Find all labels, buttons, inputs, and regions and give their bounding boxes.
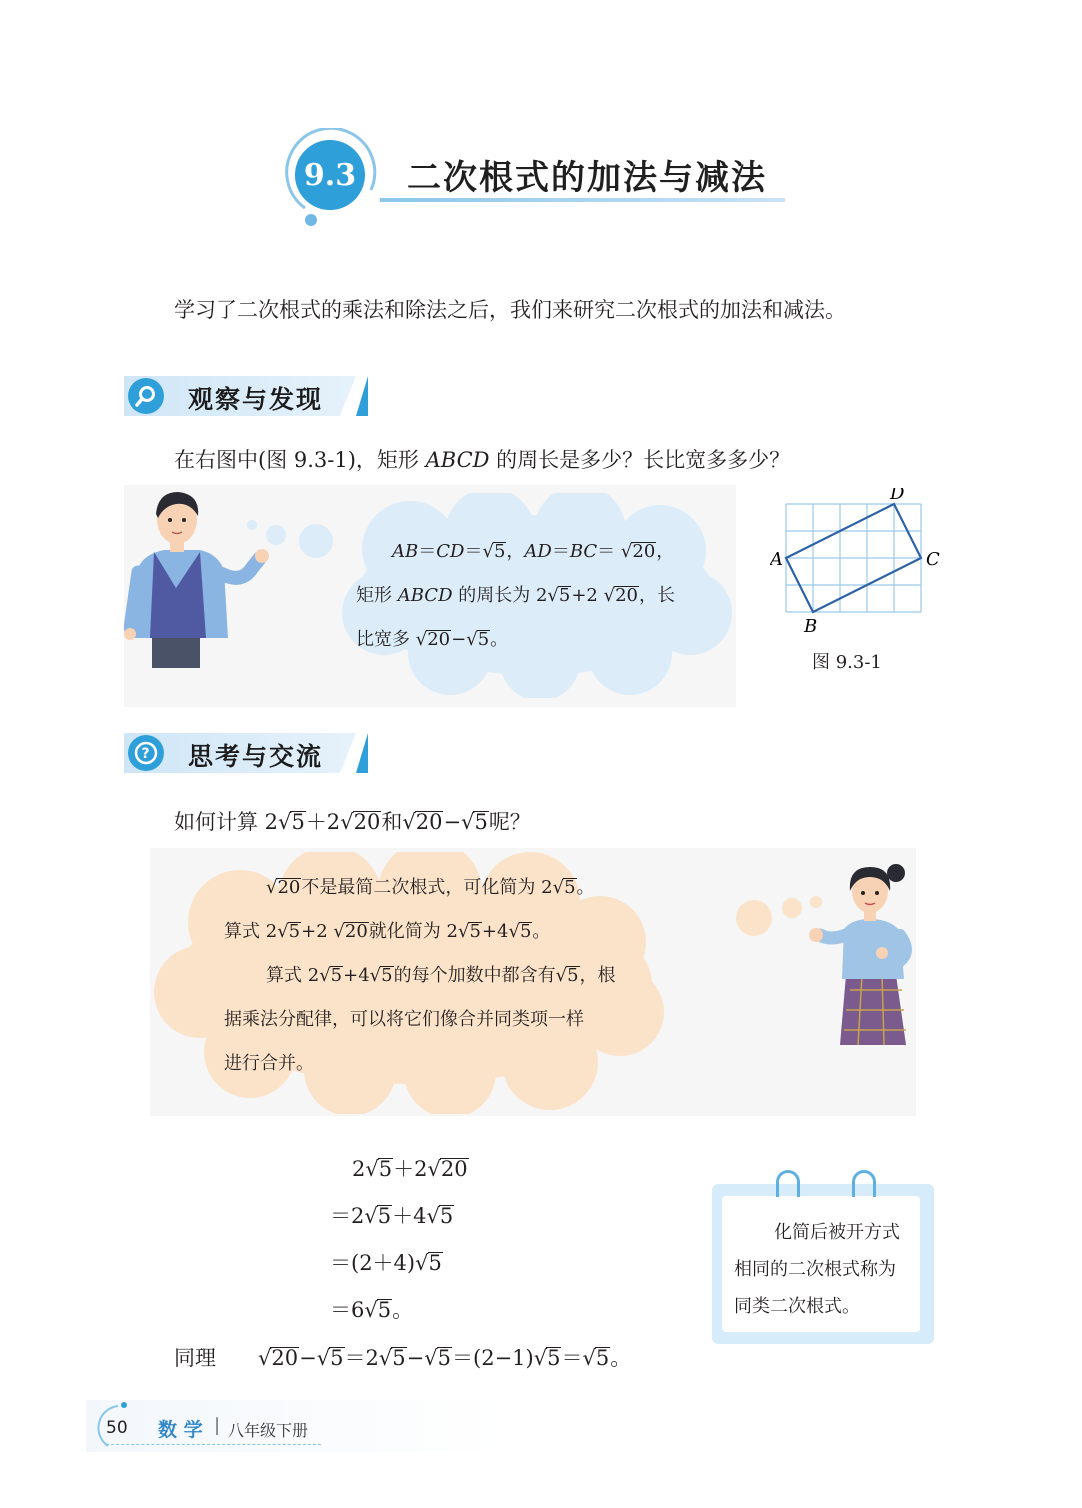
- radicand: 5: [469, 921, 481, 942]
- derivation-line: ＝(2＋4)√5: [330, 1251, 442, 1275]
- radicand: 20: [353, 810, 381, 834]
- radicand: 5: [564, 877, 576, 898]
- bubble-text-boy: [356, 530, 716, 662]
- equals: ＝: [418, 541, 437, 562]
- text: 算式 2: [266, 965, 320, 986]
- text: 。: [392, 1298, 414, 1322]
- bubble-line: AB＝CD＝√5，AD＝BC＝ √20，: [392, 541, 675, 562]
- radicand: 5: [474, 810, 488, 834]
- derivation-line: ＝6√5。: [330, 1298, 414, 1322]
- section-header-accent: [356, 376, 368, 416]
- text: +2: [301, 921, 334, 942]
- rect-name: ABCD: [397, 585, 453, 606]
- text: ＋4: [392, 1204, 427, 1228]
- text: ＝(2−1): [452, 1346, 534, 1370]
- text: ＝: [561, 1346, 583, 1370]
- question-observe: [174, 444, 790, 474]
- radicand: 5: [378, 1157, 393, 1181]
- bubble-line: 算式 2√5+4√5的每个加数中都含有√5，根: [266, 965, 616, 986]
- radicand: 5: [595, 1346, 610, 1370]
- segment-ad: AD: [524, 541, 552, 562]
- radicand: 20: [615, 585, 638, 606]
- text: +2: [571, 585, 604, 606]
- text: ＋2: [393, 1157, 428, 1181]
- note-card: [712, 1170, 940, 1346]
- page-number: 50: [106, 1418, 128, 1438]
- text: 的周长为 2: [452, 585, 548, 606]
- radicand: 5: [439, 1204, 454, 1228]
- question-bubble-icon: [128, 735, 164, 771]
- figure-9-3-1: [770, 488, 942, 678]
- rect-name: ABCD: [425, 448, 490, 472]
- question-think: 如何计算 2√5＋2√20和√20−√5呢？: [174, 810, 531, 834]
- text: 和: [381, 810, 403, 834]
- footer-dashed-line: [106, 1444, 321, 1445]
- radicand: 20: [344, 921, 368, 942]
- text: ，根: [579, 965, 616, 986]
- radicand: 5: [381, 965, 393, 986]
- text: 2: [352, 1157, 366, 1181]
- note-line: 同类二次根式。: [734, 1296, 860, 1317]
- comma: ，: [506, 541, 525, 562]
- title-dot-decoration: [305, 214, 317, 226]
- section-header-think: [124, 733, 364, 777]
- figure-caption: 图 9.3-1: [812, 652, 882, 673]
- text: 。: [610, 1346, 632, 1370]
- radicand: 5: [377, 1204, 392, 1228]
- question-text: 的周长是多少？长比宽多多少？: [489, 448, 791, 472]
- bubble-line: 矩形 ABCD 的周长为 2√5+2 √20，长: [356, 585, 675, 606]
- text: 的每个加数中都含有: [393, 965, 556, 986]
- text: 。: [490, 629, 509, 650]
- bubble-text-girl: [224, 866, 664, 1086]
- page-title: 二次根式的加法与减法: [407, 158, 767, 198]
- text: ＝2: [344, 1346, 379, 1370]
- vertex-c: C: [926, 549, 940, 570]
- section-title: [285, 128, 785, 228]
- radicand: 5: [437, 1346, 452, 1370]
- note-line: 化简后被开方式: [774, 1222, 900, 1243]
- radicand: 5: [377, 1298, 392, 1322]
- minus: −: [443, 810, 462, 834]
- text: ＝6: [330, 1298, 365, 1322]
- text: ＝2: [330, 1204, 365, 1228]
- comma: ，: [656, 541, 675, 562]
- footer-subject: 数 学: [158, 1419, 203, 1441]
- intro-paragraph: 学习了二次根式的乘法和除法之后，我们来研究二次根式的加法和减法。: [174, 298, 846, 322]
- segment-ab: AB: [392, 541, 419, 562]
- segment-cd: CD: [436, 541, 465, 562]
- radicand: 20: [632, 541, 656, 562]
- radicand: 5: [567, 965, 579, 986]
- section-header-observe: [124, 376, 364, 420]
- text: +4: [343, 965, 370, 986]
- radicand: 5: [428, 1251, 442, 1275]
- radicand: 5: [558, 585, 571, 606]
- radicand: 20: [415, 810, 443, 834]
- text: 不是最简二次根式，可化简为 2: [301, 877, 553, 898]
- text: 如何计算 2: [174, 810, 279, 834]
- section-header-accent: [356, 733, 368, 773]
- footer-separator: |: [214, 1415, 221, 1436]
- radicand: 5: [519, 921, 532, 942]
- page-footer: [86, 1400, 506, 1452]
- note-line: 相同的二次根式称为: [734, 1259, 896, 1280]
- minus: −: [299, 1346, 317, 1370]
- bubble-line: 进行合并。: [224, 1053, 314, 1074]
- ring-binder-icon: [852, 1170, 876, 1197]
- derivation-line: 2√5＋2√20: [352, 1157, 468, 1181]
- radicand: 5: [547, 1346, 561, 1370]
- grid-figure: [770, 488, 942, 638]
- minus: −: [406, 1346, 425, 1370]
- text: +4: [481, 921, 509, 942]
- footer-grade: 八年级下册: [228, 1421, 309, 1440]
- question-text: 在右图中(图 9.3-1)，矩形: [174, 448, 426, 472]
- bubble-line: √20不是最简二次根式，可化简为 2√5。: [266, 877, 595, 898]
- equals: ＝: [464, 541, 483, 562]
- derivation-block: [330, 1146, 469, 1334]
- radicand: 5: [330, 965, 343, 986]
- bubble-line: 算式 2√5+2 √20就化简为 2√5+4√5。: [224, 921, 551, 942]
- text: 比宽多: [356, 629, 416, 650]
- bubble-line: 据乘法分配律，可以将它们像合并同类项一样: [224, 1009, 584, 1030]
- text: 呢？: [488, 810, 531, 834]
- radicand: 5: [330, 1346, 344, 1370]
- text: 就化简为 2: [368, 921, 458, 942]
- note-text: [734, 1214, 920, 1325]
- text: ＋2: [305, 810, 341, 834]
- text: 矩形: [356, 585, 398, 606]
- radicand: 5: [493, 541, 506, 562]
- text: 。: [576, 877, 595, 898]
- thought-dots: [244, 515, 339, 560]
- girl-illustration: [800, 855, 920, 1055]
- ring-binder-icon: [776, 1170, 800, 1197]
- text: 算式 2: [224, 921, 278, 942]
- equals: ＝: [597, 541, 621, 562]
- equals: ＝: [551, 541, 570, 562]
- radicand: 20: [440, 1157, 468, 1181]
- magnifier-icon: [128, 378, 164, 414]
- radicand: 5: [477, 629, 490, 650]
- radicand: 5: [291, 810, 305, 834]
- text: ，长: [639, 585, 675, 606]
- vertex-d: D: [890, 488, 905, 504]
- svg-text:?: ?: [141, 746, 150, 762]
- minus: −: [451, 629, 467, 650]
- vertex-b: B: [804, 616, 818, 637]
- radicand: 20: [271, 1346, 299, 1370]
- text: 。: [532, 921, 551, 942]
- bubble-line: 比宽多 √20−√5。: [356, 629, 509, 650]
- radicand: 5: [392, 1346, 406, 1370]
- similar-label: 同理: [174, 1346, 216, 1370]
- text: ＝(2＋4): [330, 1251, 416, 1275]
- section-number: 9.3: [295, 140, 365, 210]
- radicand: 20: [277, 877, 301, 898]
- similar-line: 同理 √20−√5＝2√5−√5＝(2−1)√5＝√5。: [174, 1346, 632, 1370]
- radicand: 5: [288, 921, 301, 942]
- derivation-line: ＝2√5＋4√5: [330, 1204, 454, 1228]
- vertex-a: A: [770, 549, 783, 570]
- section-label: 思考与交流: [188, 742, 324, 771]
- radicand: 20: [427, 629, 451, 650]
- segment-bc: BC: [569, 541, 598, 562]
- section-label: 观察与发现: [188, 385, 324, 414]
